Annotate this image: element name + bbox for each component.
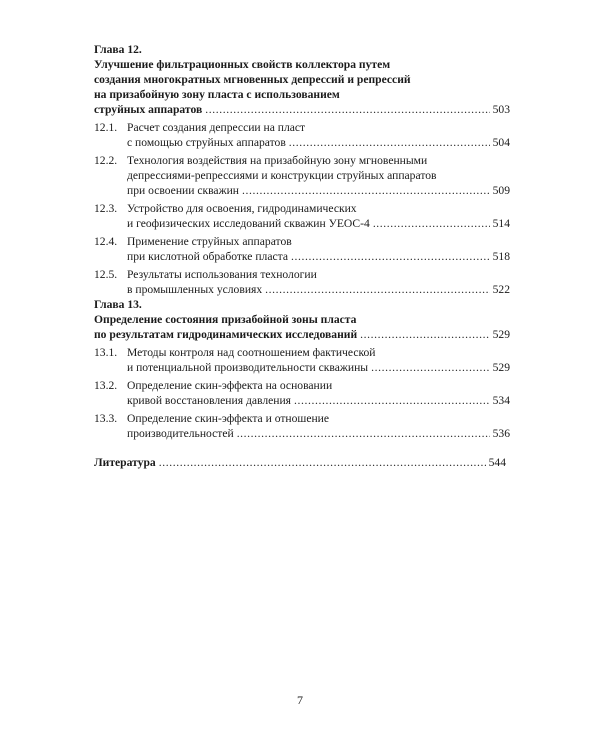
page-ref: 518 bbox=[492, 250, 510, 263]
section-title-last-line: производительностей bbox=[127, 427, 234, 440]
dot-leader bbox=[159, 455, 486, 470]
chapter-heading: Глава 13. bbox=[94, 298, 142, 311]
toc-entry-leader[interactable] bbox=[94, 327, 510, 342]
section-title-line: Технология воздействия на призабойную зону мгновенными bbox=[127, 154, 428, 167]
section-number: 12.3. bbox=[94, 202, 118, 215]
section-number: 12.1. bbox=[94, 121, 118, 134]
literature-label: Литература bbox=[94, 456, 156, 469]
page-ref: 536 bbox=[492, 427, 510, 440]
section-title-last-line: с помощью струйных аппаратов bbox=[127, 136, 286, 149]
dot-leader bbox=[242, 183, 490, 198]
toc-entry-leader[interactable] bbox=[94, 102, 510, 117]
chapter-title-line: на призабойную зону пласта с использованием bbox=[94, 88, 340, 101]
page-ref: 522 bbox=[492, 283, 510, 296]
chapter-title-line: создания многократных мгновенных депрессий и репрессий bbox=[94, 73, 411, 86]
section-12-1[interactable] bbox=[94, 120, 510, 150]
section-12-4[interactable] bbox=[94, 234, 510, 264]
chapter-heading: Глава 12. bbox=[94, 43, 142, 56]
section-title-line: депрессиями-репрессиями и конструкции струйных аппаратов bbox=[127, 169, 437, 182]
section-title-last-line: и геофизических исследований скважин УЕОС-4 bbox=[127, 217, 370, 230]
section-title-last-line: кривой восстановления давления bbox=[127, 394, 291, 407]
section-number: 13.3. bbox=[94, 412, 118, 425]
chapter-title-last-line: по результатам гидродинамических исследований bbox=[94, 328, 358, 341]
section-title-line: Устройство для освоения, гидродинамических bbox=[127, 202, 357, 215]
chapter-title-line: Улучшение фильтрационных свойств коллектора путем bbox=[94, 58, 391, 71]
dot-leader bbox=[289, 135, 490, 150]
chapter-13 bbox=[94, 297, 510, 441]
dot-leader bbox=[237, 426, 490, 441]
page-ref: 504 bbox=[492, 136, 510, 149]
dot-leader bbox=[205, 102, 489, 117]
section-13-1[interactable] bbox=[94, 345, 510, 375]
chapter-title-last-line: струйных аппаратов bbox=[94, 103, 203, 116]
chapter-title-line: Определение состояния призабойной зоны пласта bbox=[94, 313, 357, 326]
page-ref: 529 bbox=[492, 361, 510, 374]
dot-leader bbox=[360, 327, 489, 342]
dot-leader bbox=[265, 282, 489, 297]
dot-leader bbox=[291, 249, 490, 264]
section-number: 13.1. bbox=[94, 346, 118, 359]
page-ref: 514 bbox=[492, 217, 510, 230]
section-13-2[interactable] bbox=[94, 378, 510, 408]
chapter-title bbox=[94, 57, 510, 117]
section-12-2[interactable] bbox=[94, 153, 510, 198]
table-of-contents bbox=[94, 42, 510, 470]
section-number: 12.2. bbox=[94, 154, 118, 167]
section-title-last-line: и потенциальной производительности скважины bbox=[127, 361, 369, 374]
page-ref: 529 bbox=[492, 328, 510, 341]
dot-leader bbox=[294, 393, 490, 408]
page-ref: 503 bbox=[492, 103, 510, 116]
section-title-last-line: при кислотной обработке пласта bbox=[127, 250, 288, 263]
page-ref: 544 bbox=[488, 456, 506, 469]
page-ref: 534 bbox=[492, 394, 510, 407]
section-12-3[interactable] bbox=[94, 201, 510, 231]
page-ref: 509 bbox=[492, 184, 510, 197]
section-13-3[interactable] bbox=[94, 411, 510, 441]
section-title-last-line: при освоении скважин bbox=[127, 184, 239, 197]
section-number: 12.4. bbox=[94, 235, 118, 248]
section-number: 13.2. bbox=[94, 379, 118, 392]
section-title-line: Результаты использования технологии bbox=[127, 268, 317, 281]
literature-entry[interactable] bbox=[94, 455, 510, 470]
chapter-12 bbox=[94, 42, 510, 297]
section-title-line: Расчет создания депрессии на пласт bbox=[127, 121, 306, 134]
chapter-title bbox=[94, 312, 510, 342]
section-number: 12.5. bbox=[94, 268, 118, 281]
page-number: 7 bbox=[297, 693, 303, 707]
section-title-last-line: в промышленных условиях bbox=[127, 283, 263, 296]
section-title-line: Методы контроля над соотношением фактической bbox=[127, 346, 376, 359]
dot-leader bbox=[373, 216, 490, 231]
section-12-5[interactable] bbox=[94, 267, 510, 297]
section-title-line: Определение скин-эффекта и отношение bbox=[127, 412, 330, 425]
dot-leader bbox=[371, 360, 490, 375]
section-title-line: Определение скин-эффекта на основании bbox=[127, 379, 333, 392]
section-title-line: Применение струйных аппаратов bbox=[127, 235, 292, 248]
